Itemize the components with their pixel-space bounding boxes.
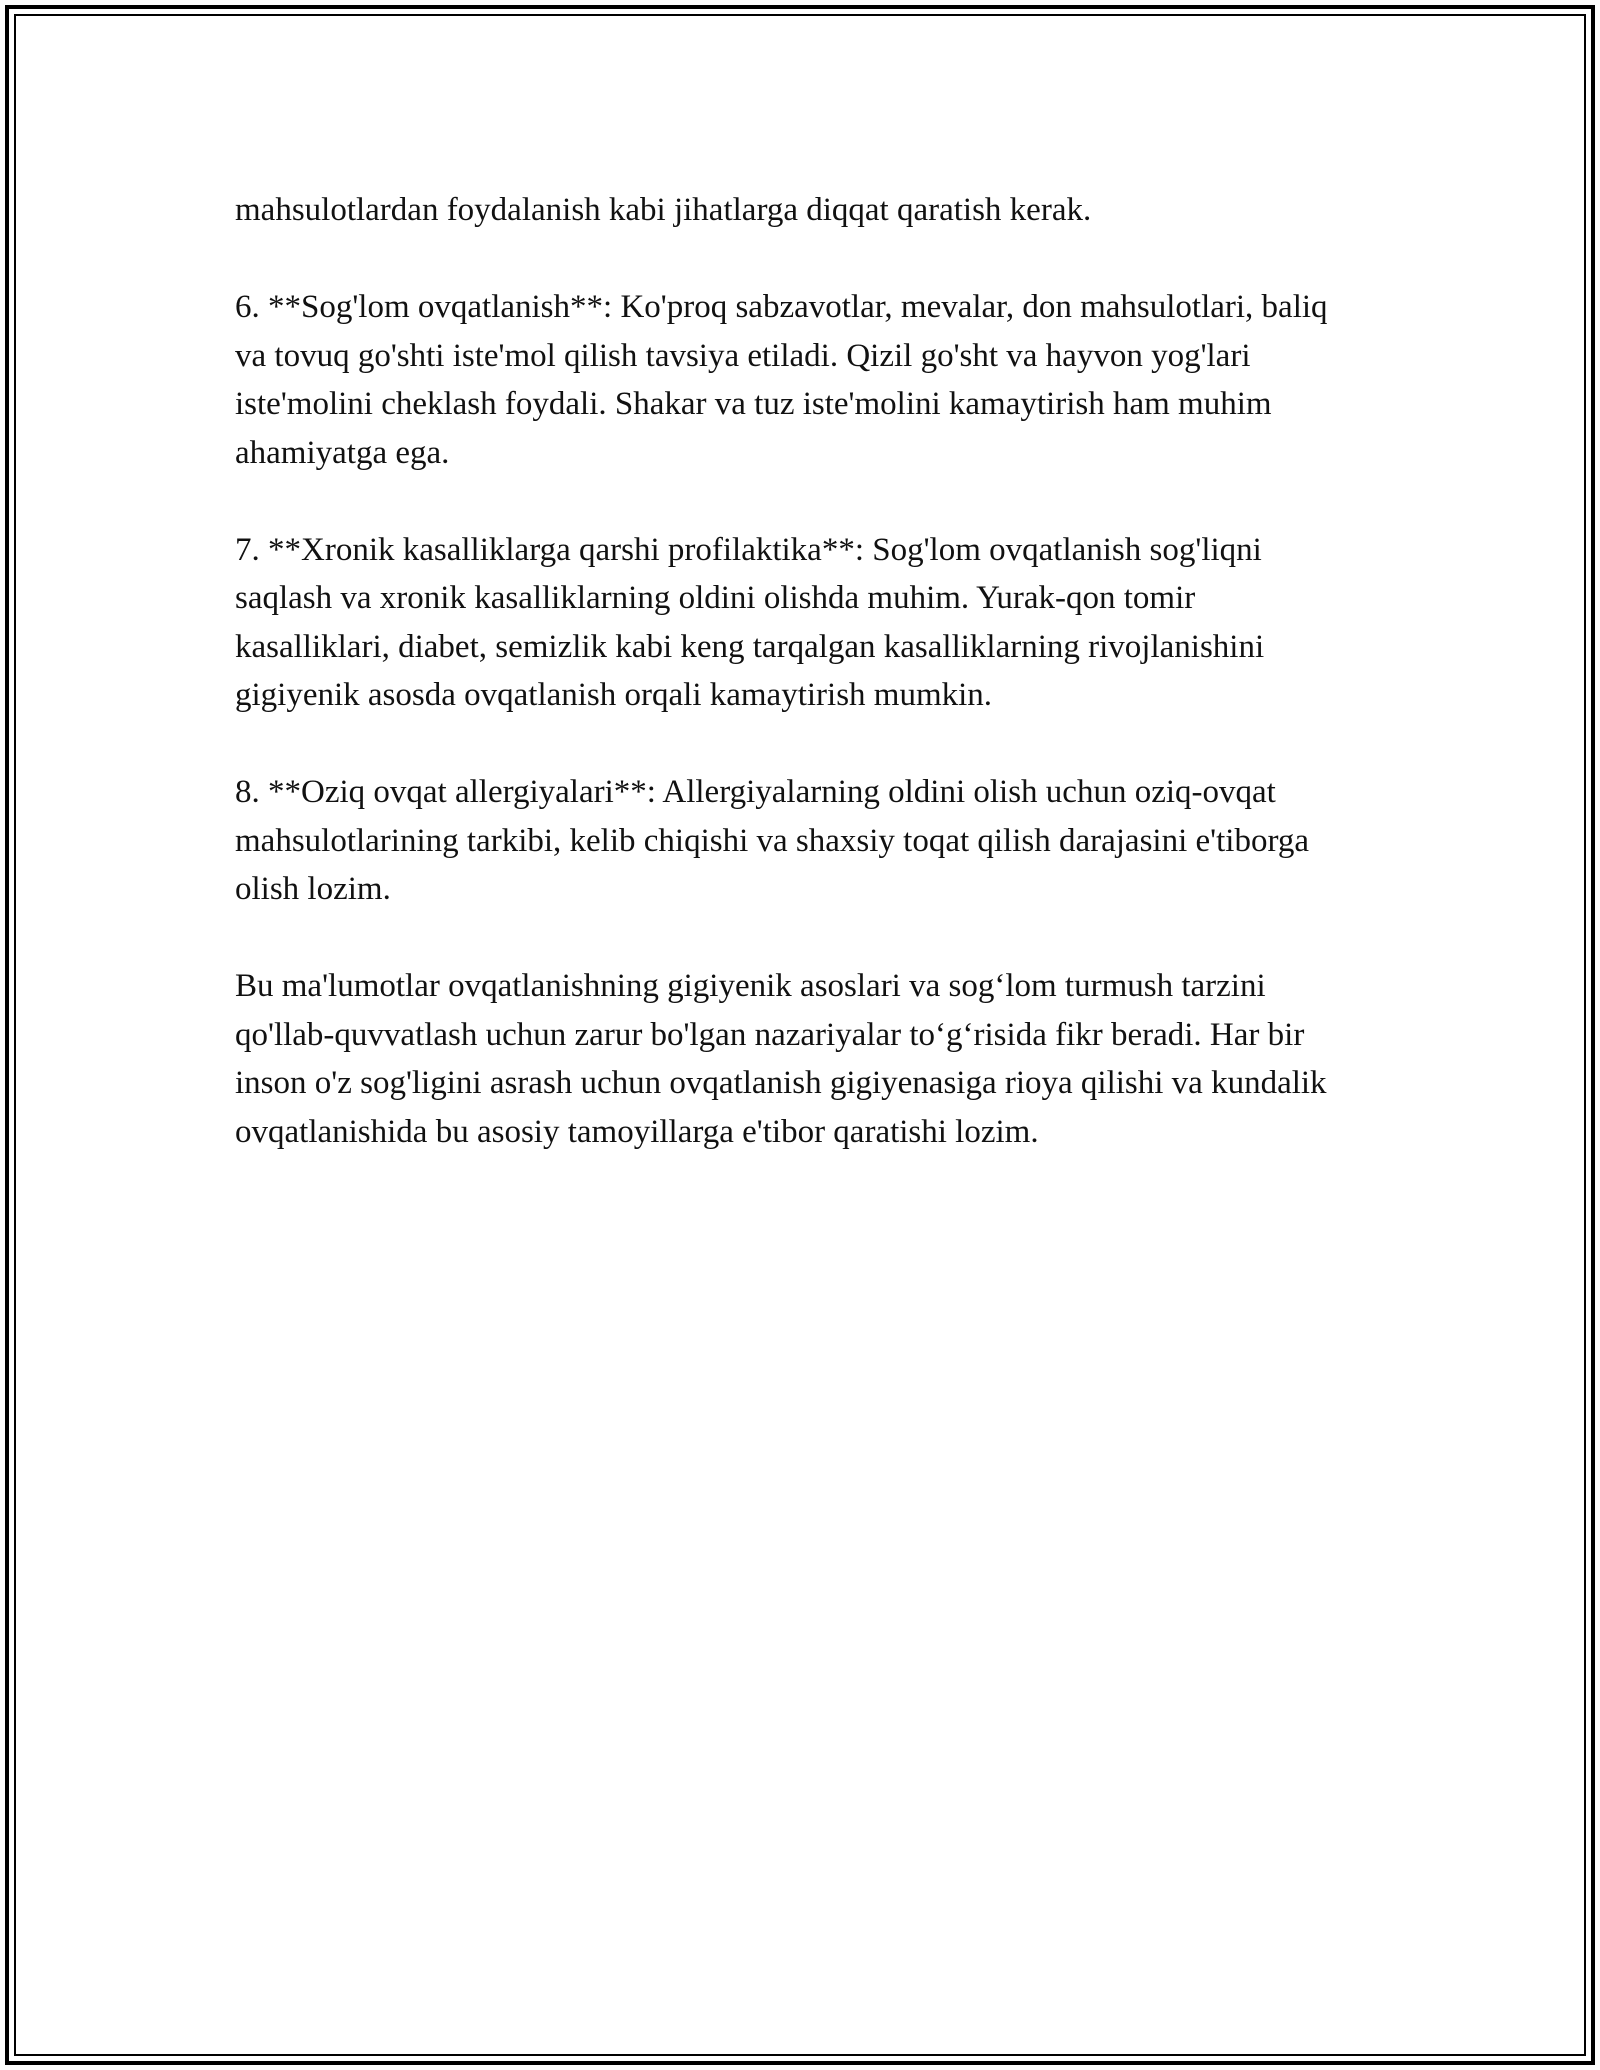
- paragraph-conclusion: Bu ma'lumotlar ovqatlanishning gigiyenik asoslari va sog‘lom turmush tarzini qo'llab-quvvatlash uchun zarur bo'lgan nazariyalar to‘g‘risida fikr beradi. Har bir inson o'z sog'ligini asrash uchun ovqatlanish gigiyenasiga rioya qilishi va kundalik ovqatlanishida bu asosiy tamoyillarga e'tibor qaratishi lozim.: [235, 968, 1327, 1150]
- paragraph-food-allergies: 8. **Oziq ovqat allergiyalari**: Allergiyalarning oldini olish uchun oziq-ovqat mahsulotlarining tarkibi, kelib chiqishi va shaxsiy toqat qilish darajasini e'tiborga olish lozim.: [235, 774, 1309, 907]
- document-body: [235, 186, 1355, 1205]
- paragraph-healthy-eating: 6. **Sog'lom ovqatlanish**: Ko'proq sabzavotlar, mevalar, don mahsulotlari, baliq va tovuq go'shti iste'mol qilish tavsiya etiladi. Qizil go'sht va hayvon yog'lari iste'molini cheklash foydali. Shakar va tuz iste'molini kamaytirish ham muhim ahamiyatga ega.: [235, 289, 1328, 471]
- paragraph-continuation: mahsulotlardan foydalanish kabi jihatlarga diqqat qaratish kerak.: [235, 192, 1092, 228]
- paragraph-chronic-disease-prevention: 7. **Xronik kasalliklarga qarshi profilaktika**: Sog'lom ovqatlanish sog'liqni saqlash va xronik kasalliklarning oldini olishda muhim. Yurak-qon tomir kasalliklari, diabet, semizlik kabi keng tarqalgan kasalliklarning rivojlanishini gigiyenik asosda ovqatlanish orqali kamaytirish mumkin.: [235, 531, 1265, 713]
